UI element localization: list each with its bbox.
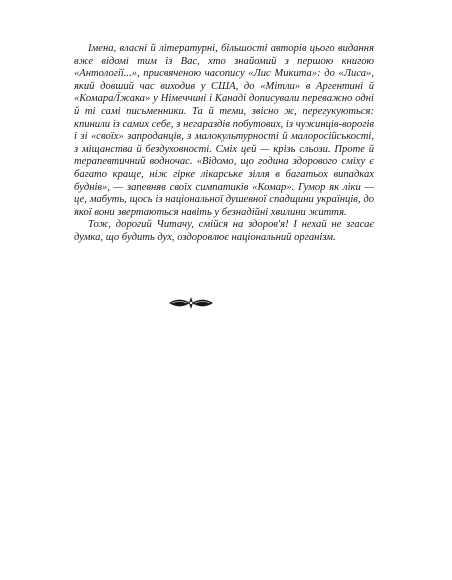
- ornament-icon: [168, 296, 214, 310]
- body-text: [74, 43, 374, 245]
- paragraph-1: Імена, власні й літературні, більшості авторів цього видання вже відомі тим із Вас, хто знайомий з першою книгою «Антології...», присвяченою часопису «Лис Микита»: до «Лиса», який довший час виходив у США, до «Мітли» в Аргентині й «Комара/Їжака» у Німеччині і Канаді дописували переважно одні й ті самі письменники. Та й теми, звісно ж, перегукуються: кпинили із самих себе, з негараздів побутових, із чужинців-ворогів і зі «своїх» запроданців, з малокультурності й малоросійськості, з міщанства й бездуховності. Сміх цей — крізь сльози. Проте й терапевтичний водночас. «Відомо, що година здорового сміху є багато краще, ніж гіркe лікарськe зілля в багатьох випадках буднів», — запевняв своїх симпатиків «Комар». Гумор як ліки — це, мабуть, щось із національної душевної спадщини українців, до якої вони звертаються навіть у безнадійні хвилини життя.: [74, 43, 374, 218]
- paragraph-2: Тож, дорогий Читачу, смійся на здоров'я! І нехай не згасає думка, що будить дух, оздоровлює національний організм.: [74, 219, 374, 243]
